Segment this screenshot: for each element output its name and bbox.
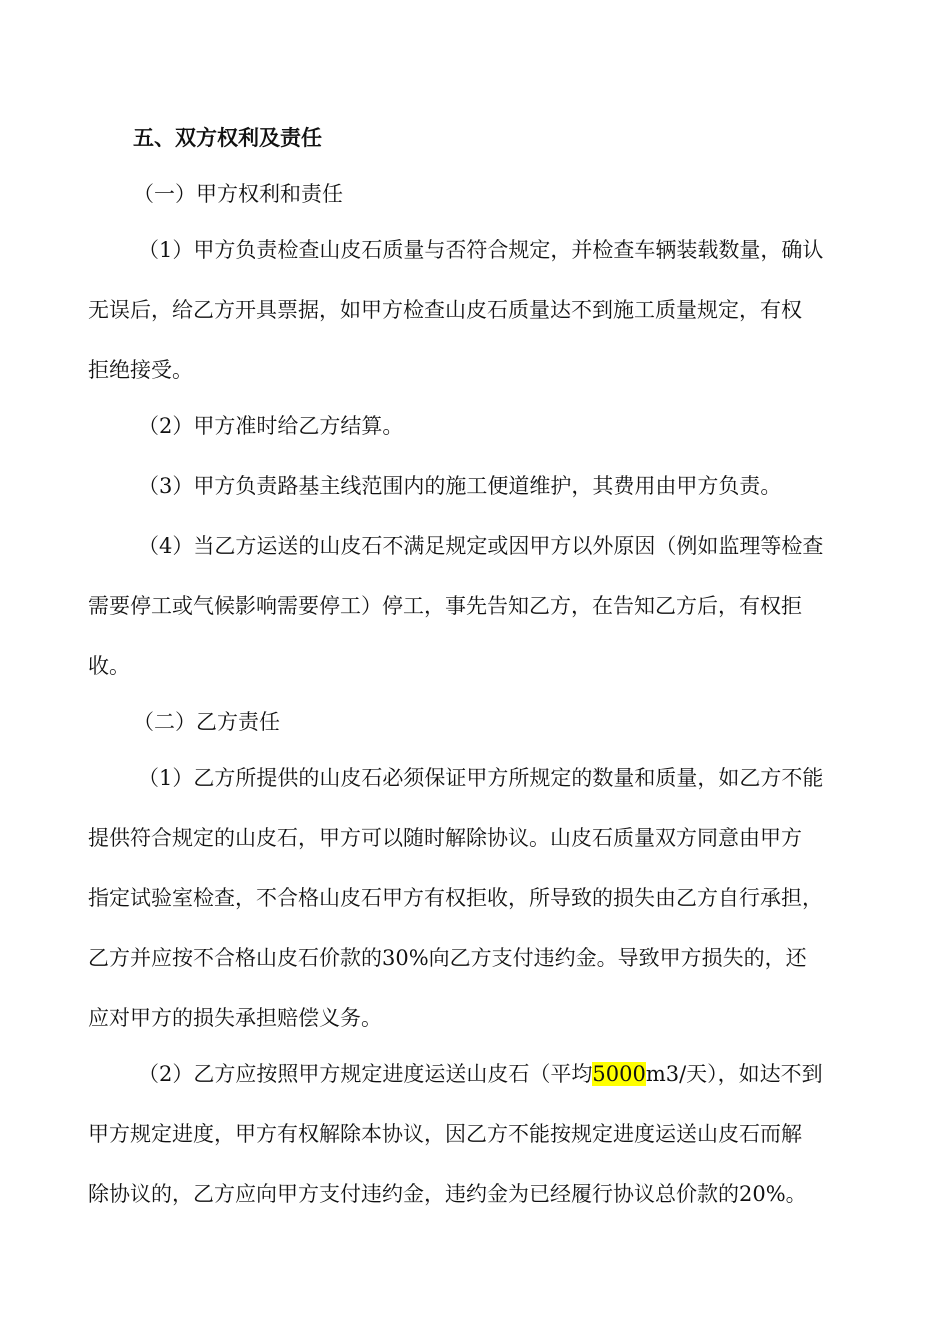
paragraph-a4-line2: 需要停工或气候影响需要停工）停工，事先告知乙方，在告知乙方后，有权拒: [88, 594, 802, 618]
paragraph-a1-line1: （1）甲方负责检查山皮石质量与否符合规定，并检查车辆装载数量，确认: [138, 238, 824, 262]
subsection-title-party-b: （二）乙方责任: [133, 710, 280, 734]
paragraph-a1-line2: 无误后，给乙方开具票据，如甲方检查山皮石质量达不到施工质量规定，有权: [88, 298, 802, 322]
paragraph-b2-line1-pre: （2）乙方应按照甲方规定进度运送山皮石（平均: [138, 1062, 593, 1086]
highlighted-quantity: 5000: [592, 1062, 646, 1086]
paragraph-a4-line3: 收。: [88, 654, 130, 678]
paragraph-b2-line1-post: m3/天），如达不到: [645, 1062, 823, 1086]
paragraph-a2: （2）甲方准时给乙方结算。: [138, 414, 404, 438]
paragraph-b2-line1: [138, 1060, 823, 1088]
paragraph-a1-line3: 拒绝接受。: [88, 358, 193, 382]
paragraph-a3: （3）甲方负责路基主线范围内的施工便道维护，其费用由甲方负责。: [138, 474, 782, 498]
paragraph-b2-line3: 除协议的，乙方应向甲方支付违约金，违约金为已经履行协议总价款的20%。: [88, 1182, 807, 1206]
paragraph-b1-line3: 指定试验室检查，不合格山皮石甲方有权拒收，所导致的损失由乙方自行承担，: [88, 886, 823, 910]
paragraph-b2-line2: 甲方规定进度，甲方有权解除本协议，因乙方不能按规定进度运送山皮石而解: [88, 1122, 802, 1146]
paragraph-b1-line5: 应对甲方的损失承担赔偿义务。: [88, 1006, 382, 1030]
paragraph-b1-line4: 乙方并应按不合格山皮石价款的30%向乙方支付违约金。导致甲方损失的，还: [88, 946, 807, 970]
paragraph-a4-line1: （4）当乙方运送的山皮石不满足规定或因甲方以外原因（例如监理等检查: [138, 534, 824, 558]
subsection-title-party-a: （一）甲方权利和责任: [133, 182, 343, 206]
section-title: 五、双方权利及责任: [133, 125, 322, 150]
paragraph-b1-line1: （1）乙方所提供的山皮石必须保证甲方所规定的数量和质量，如乙方不能: [138, 766, 824, 790]
paragraph-b1-line2: 提供符合规定的山皮石，甲方可以随时解除协议。山皮石质量双方同意由甲方: [88, 826, 802, 850]
